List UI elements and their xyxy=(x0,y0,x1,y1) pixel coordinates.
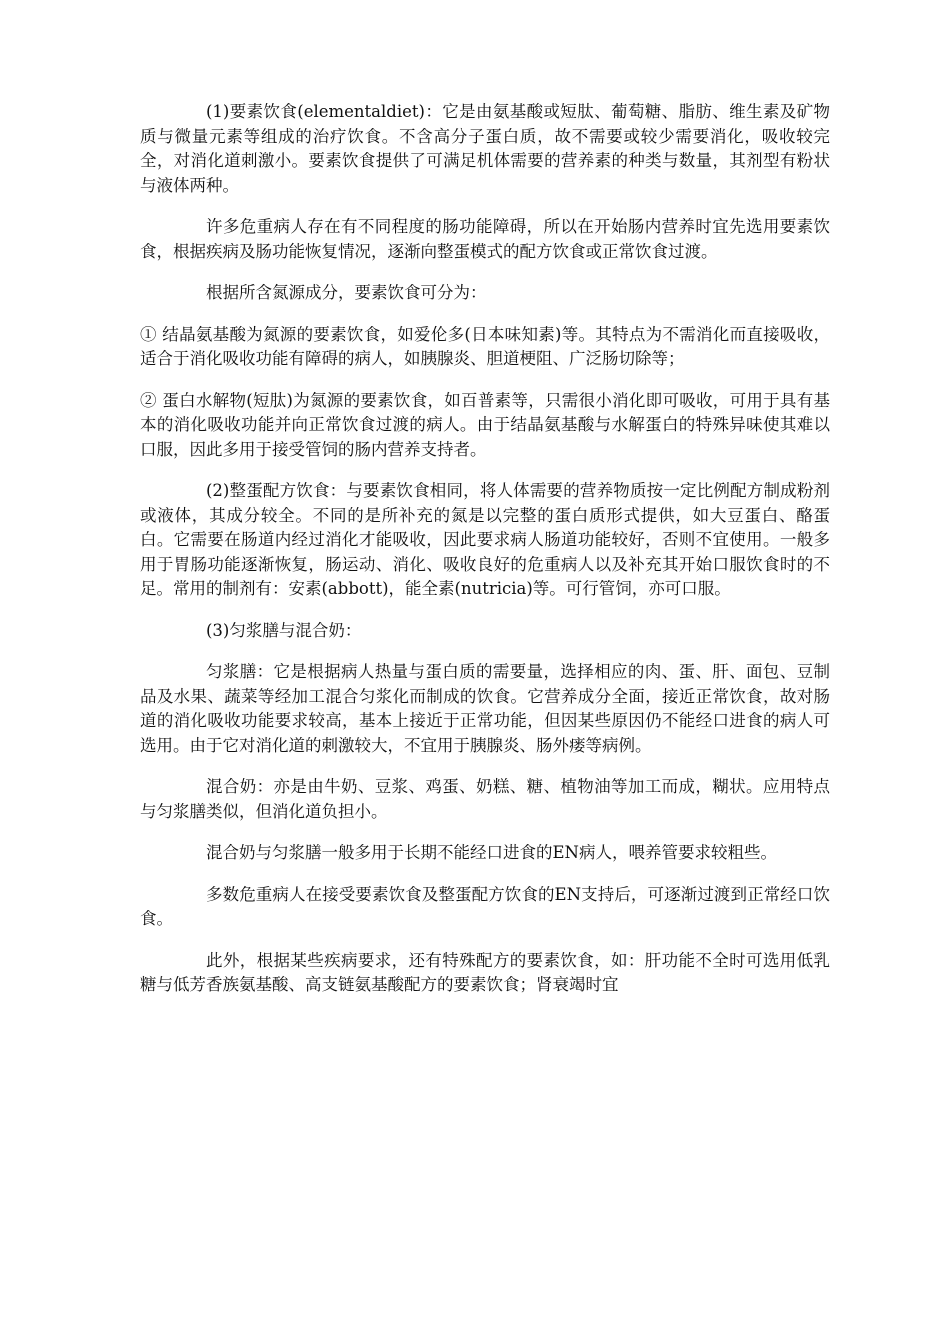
section-heading-blended-diet: (3)匀浆膳与混合奶： xyxy=(206,620,362,640)
list-item-amino-acid: ① 结晶氨基酸为氮源的要素饮食，如爱伦多(日本味知素)等。其特点为不需消化而直接吸收，适合于消化吸收功能有障碍的病人，如胰腺炎、胆道梗阻、广泛肠切除等； xyxy=(140,324,830,368)
paragraph-whole-protein-formula: (2)整蛋配方饮食：与要素饮食相同，将人体需要的营养物质按一定比例配方制成粉剂或液体，其成分较全。不同的是所补充的氮是以完整的蛋白质形式提供，如大豆蛋白、酪蛋白。它需要在肠道内经过消化才能吸收，因此要求病人肠道功能较好，否则不宜使用。一般多用于胃肠功能逐渐恢复，肠运动、消化、吸收良好的危重病人以及补充其开始口服饮食时的不足。常用的制剂有：安素(abbott)，能全素(nutricia)等。可行管饲，亦可口服。 xyxy=(140,481,830,598)
list-item-protein-hydrolysate: ② 蛋白水解物(短肽)为氮源的要素饮食，如百普素等，只需很小消化即可吸收，可用于具有基本的消化吸收功能并向正常饮食过渡的病人。由于结晶氨基酸与水解蛋白的特殊异味使其难以口服，因此多用于接受管饲的肠内营养支持者。 xyxy=(140,390,830,459)
paragraph-elemental-diet: (1)要素饮食(elementaldiet)：它是由氨基酸或短肽、葡萄糖、脂肪、维生素及矿物质与微量元素等组成的治疗饮食。不含高分子蛋白质，故不需要或较少需要消化，吸收较完全，对消化道刺激小。要素饮食提供了可满足机体需要的营养素的种类与数量，其剂型有粉状与液体两种。 xyxy=(140,102,830,195)
paragraph-mixed-milk: 混合奶：亦是由牛奶、豆浆、鸡蛋、奶糕、糖、植物油等加工而成，糊状。应用特点与匀浆膳类似，但消化道负担小。 xyxy=(140,777,830,821)
paragraph-blended-diet: 匀浆膳：它是根据病人热量与蛋白质的需要量，选择相应的肉、蛋、肝、面包、豆制品及水果、蔬菜等经加工混合匀浆化而制成的饮食。它营养成分全面，接近正常饮食，故对肠道的消化吸收功能要求较高，基本上接近于正常功能，但因某些原因仍不能经口进食的病人可选用。由于它对消化道的刺激较大，不宜用于胰腺炎、肠外瘘等病例。 xyxy=(140,662,830,755)
document-page xyxy=(140,100,830,1015)
paragraph-feeding-tube: 混合奶与匀浆膳一般多用于长期不能经口进食的EN病人，喂养管要求较粗些。 xyxy=(206,843,777,862)
paragraph-intestinal-dysfunction: 许多危重病人存在有不同程度的肠功能障碍，所以在开始肠内营养时宜先选用要素饮食，根据疾病及肠功能恢复情况，逐渐向整蛋模式的配方饮食或正常饮食过渡。 xyxy=(140,217,830,261)
paragraph-special-formula: 此外，根据某些疾病要求，还有特殊配方的要素饮食，如：肝功能不全时可选用低乳糖与低芳香族氨基酸、高支链氨基酸配方的要素饮食；肾衰竭时宜 xyxy=(140,950,830,994)
paragraph-nitrogen-source-intro: 根据所含氮源成分，要素饮食可分为： xyxy=(206,283,487,302)
paragraph-transition: 多数危重病人在接受要素饮食及整蛋配方饮食的EN支持后，可逐渐过渡到正常经口饮食。 xyxy=(140,884,830,928)
